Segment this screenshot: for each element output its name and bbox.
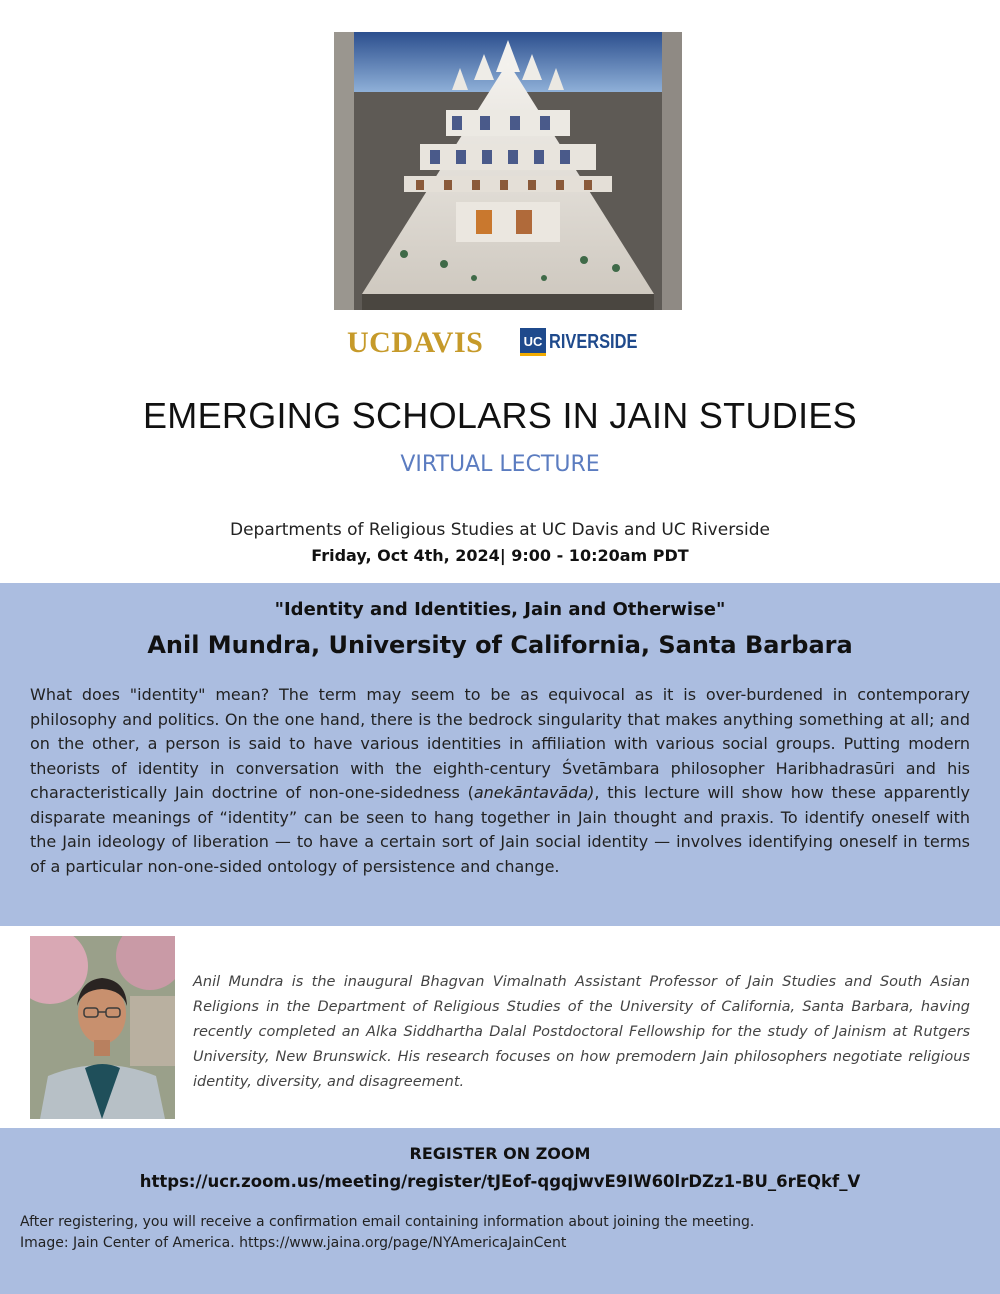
lecture-section bbox=[0, 583, 1000, 926]
lecture-abstract: What does "identity" mean? The term may seem to be as equivocal as it is over-burdened in contemporary philosophy and politics. On the one hand, there is the bedrock singularity that makes anything something at all; and on the other, a person is said to have various identities in affiliation with various social groups. Putting modern theorists of identity in conversation with the eighth-century Śvetāmbara philosopher Haribhadrasūri and his characteristically Jain doctrine of non-one-sidedness (anekāntavāda), this lecture will show how these apparently disparate meanings of “identity” can be seen to hang together in Jain thought and praxis. To identify oneself with the Jain ideology of liberation — to have a certain sort of Jain social identity — involves identifying oneself in terms of a particular non-one-sided ontology of persistence and change. bbox=[30, 685, 970, 876]
register-heading: REGISTER ON ZOOM bbox=[409, 1144, 591, 1163]
confirmation-note: After registering, you will receive a confirmation email containing information about joining the meeting. bbox=[20, 1214, 755, 1230]
departments-text: Departments of Religious Studies at UC Davis and UC Riverside bbox=[229, 520, 771, 540]
logo-row bbox=[0, 324, 1000, 364]
speaker-name: Anil Mundra, University of California, Santa Barbara bbox=[147, 631, 853, 659]
page-subtitle: VIRTUAL LECTURE bbox=[400, 452, 600, 477]
ucr-badge: UC bbox=[520, 328, 546, 356]
abstract-term: anekāntavāda) bbox=[473, 783, 595, 802]
lecture-title: "Identity and Identities, Jain and Otherwise" bbox=[274, 599, 726, 620]
ucriverside-logo bbox=[520, 328, 657, 360]
registration-notes bbox=[20, 1212, 980, 1254]
ucr-wordmark: RIVERSIDE bbox=[549, 330, 638, 353]
event-date: Friday, Oct 4th, 2024| 9:00 - 10:20am PDT bbox=[311, 546, 689, 565]
registration-link[interactable]: https://ucr.zoom.us/meeting/register/tJEof-qgqjwvE9IW60lrDZz1-BU_6rEQkf_V bbox=[139, 1172, 861, 1191]
speaker-bio: Anil Mundra is the inaugural Bhagvan Vimalnath Assistant Professor of Jain Studies and South Asian Religions in the Department of Religious Studies of the University of California, Santa Barbara, having recently completed an Alka Siddhartha Dalal Postdoctoral Fellowship for the study of Jainism at Rutgers University, New Brunswick. His research focuses on how premodern Jain philosophers negotiate religious identity, diversity, and disagreement. bbox=[193, 974, 970, 1090]
temple-photo bbox=[334, 32, 682, 310]
speaker-photo bbox=[30, 936, 175, 1119]
ucdavis-logo: UCDAVIS bbox=[347, 326, 484, 359]
image-credit: Image: Jain Center of America. https://www.jaina.org/page/NYAmericaJainCent bbox=[20, 1235, 567, 1251]
page-title: EMERGING SCHOLARS IN JAIN STUDIES bbox=[142, 395, 857, 436]
register-section bbox=[0, 1128, 1000, 1294]
